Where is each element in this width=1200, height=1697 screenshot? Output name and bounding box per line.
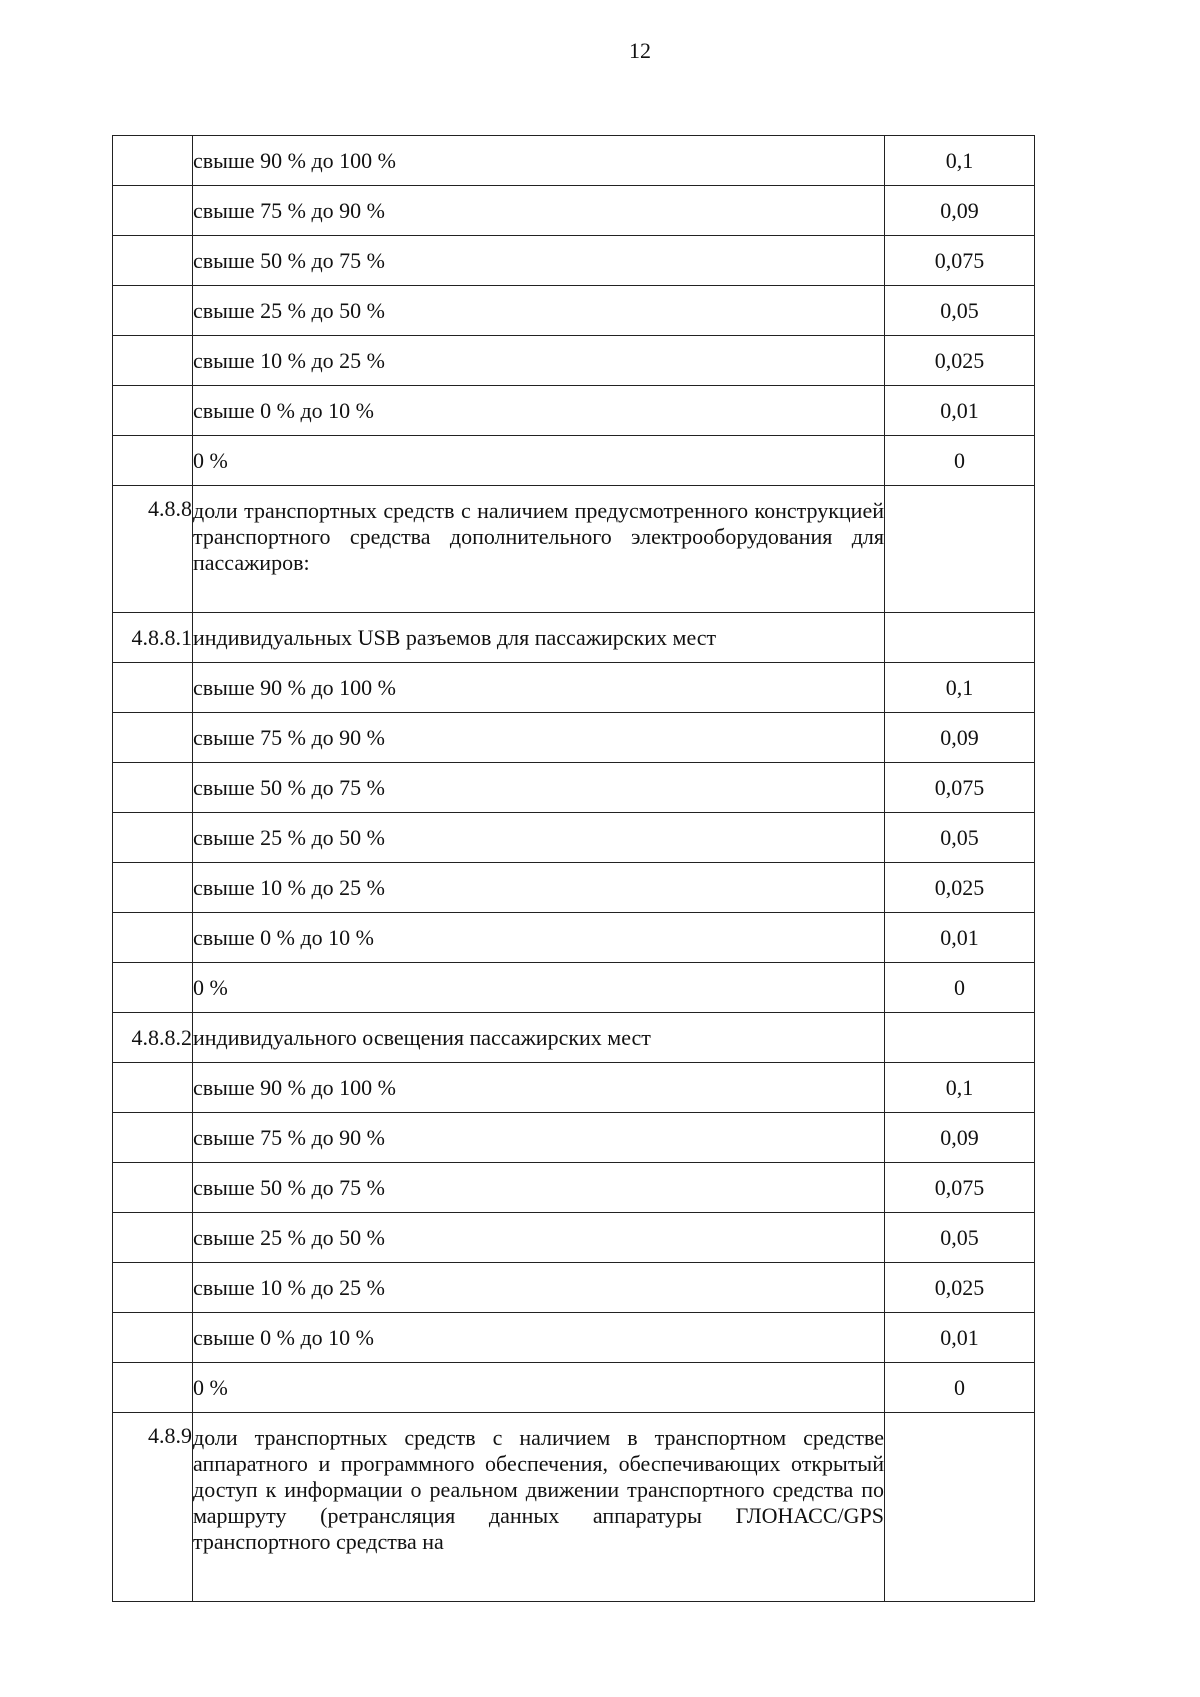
item-description: свыше 50 % до 75 % <box>193 763 885 813</box>
item-coefficient: 0,01 <box>885 386 1035 436</box>
table-row <box>113 186 1035 236</box>
item-number <box>113 436 193 486</box>
table-row <box>113 386 1035 436</box>
table-row <box>113 1363 1035 1413</box>
subsection-coefficient <box>885 613 1035 663</box>
item-number <box>113 1113 193 1163</box>
table-row <box>113 713 1035 763</box>
item-description: свыше 75 % до 90 % <box>193 1113 885 1163</box>
item-number <box>113 1163 193 1213</box>
item-coefficient: 0,05 <box>885 286 1035 336</box>
section-description: доли транспортных средств с наличием в транспортном средстве аппаратного и программного обеспечения, обеспечивающих открытый доступ к информации о реальном движении транспортного средства по маршруту (ретрансляция данных аппаратуры ГЛОНАСС/GPS транспортного средства на <box>193 1413 885 1602</box>
item-number <box>113 713 193 763</box>
item-number <box>113 1313 193 1363</box>
item-description: 0 % <box>193 1363 885 1413</box>
item-coefficient: 0,1 <box>885 1063 1035 1113</box>
table-row <box>113 663 1035 713</box>
item-description: свыше 10 % до 25 % <box>193 1263 885 1313</box>
item-coefficient: 0,09 <box>885 186 1035 236</box>
table-row <box>113 913 1035 963</box>
subsection-number: 4.8.8.1 <box>113 613 193 663</box>
item-coefficient: 0,025 <box>885 1263 1035 1313</box>
item-description: свыше 50 % до 75 % <box>193 1163 885 1213</box>
table-row <box>113 1263 1035 1313</box>
section-description: доли транспортных средств с наличием предусмотренного конструкцией транспортного средства дополнительного электрооборудования для пассажиров: <box>193 486 885 613</box>
item-coefficient: 0,1 <box>885 136 1035 186</box>
item-number <box>113 1363 193 1413</box>
item-number <box>113 236 193 286</box>
item-coefficient: 0,025 <box>885 336 1035 386</box>
table-row <box>113 863 1035 913</box>
item-description: свыше 0 % до 10 % <box>193 913 885 963</box>
item-number <box>113 136 193 186</box>
item-coefficient: 0,01 <box>885 1313 1035 1363</box>
table-row <box>113 1163 1035 1213</box>
item-number <box>113 963 193 1013</box>
item-coefficient: 0,075 <box>885 763 1035 813</box>
item-number <box>113 813 193 863</box>
section-row <box>113 486 1035 613</box>
item-description: свыше 90 % до 100 % <box>193 1063 885 1113</box>
item-number <box>113 913 193 963</box>
table-row <box>113 1213 1035 1263</box>
item-coefficient: 0,025 <box>885 863 1035 913</box>
table-row <box>113 336 1035 386</box>
item-description: свыше 10 % до 25 % <box>193 863 885 913</box>
item-description: свыше 25 % до 50 % <box>193 286 885 336</box>
table-row <box>113 963 1035 1013</box>
table-row <box>113 436 1035 486</box>
item-description: свыше 25 % до 50 % <box>193 813 885 863</box>
item-description: свыше 0 % до 10 % <box>193 1313 885 1363</box>
item-description: 0 % <box>193 963 885 1013</box>
item-number <box>113 286 193 336</box>
item-number <box>113 663 193 713</box>
section-coefficient <box>885 1413 1035 1602</box>
section-coefficient <box>885 486 1035 613</box>
item-coefficient: 0,01 <box>885 913 1035 963</box>
subsection-coefficient <box>885 1013 1035 1063</box>
item-description: свыше 25 % до 50 % <box>193 1213 885 1263</box>
item-coefficient: 0,09 <box>885 1113 1035 1163</box>
item-description: свыше 75 % до 90 % <box>193 186 885 236</box>
item-coefficient: 0,09 <box>885 713 1035 763</box>
item-coefficient: 0,075 <box>885 1163 1035 1213</box>
item-description: свыше 50 % до 75 % <box>193 236 885 286</box>
table-row <box>113 1313 1035 1363</box>
table-row <box>113 236 1035 286</box>
subsection-number: 4.8.8.2 <box>113 1013 193 1063</box>
item-coefficient: 0,05 <box>885 813 1035 863</box>
item-number <box>113 386 193 436</box>
table-row <box>113 1113 1035 1163</box>
item-coefficient: 0,05 <box>885 1213 1035 1263</box>
section-number: 4.8.8 <box>113 486 193 613</box>
item-description: свыше 90 % до 100 % <box>193 136 885 186</box>
item-coefficient: 0 <box>885 1363 1035 1413</box>
subsection-description: индивидуального освещения пассажирских мест <box>193 1013 885 1063</box>
item-coefficient: 0,1 <box>885 663 1035 713</box>
item-coefficient: 0 <box>885 963 1035 1013</box>
criteria-table <box>112 135 1035 1602</box>
item-number <box>113 1063 193 1113</box>
page-number: 12 <box>629 38 651 63</box>
subsection-row <box>113 613 1035 663</box>
item-number <box>113 336 193 386</box>
table-row <box>113 1063 1035 1113</box>
item-number <box>113 186 193 236</box>
item-description: свыше 0 % до 10 % <box>193 386 885 436</box>
item-description: свыше 10 % до 25 % <box>193 336 885 386</box>
section-row <box>113 1413 1035 1602</box>
subsection-description: индивидуальных USB разъемов для пассажирских мест <box>193 613 885 663</box>
item-description: свыше 90 % до 100 % <box>193 663 885 713</box>
table-row <box>113 763 1035 813</box>
item-number <box>113 1213 193 1263</box>
section-number: 4.8.9 <box>113 1413 193 1602</box>
item-description: 0 % <box>193 436 885 486</box>
item-description: свыше 75 % до 90 % <box>193 713 885 763</box>
item-coefficient: 0 <box>885 436 1035 486</box>
item-coefficient: 0,075 <box>885 236 1035 286</box>
table-row <box>113 286 1035 336</box>
item-number <box>113 863 193 913</box>
table-row <box>113 813 1035 863</box>
item-number <box>113 1263 193 1313</box>
subsection-row <box>113 1013 1035 1063</box>
item-number <box>113 763 193 813</box>
table-row <box>113 136 1035 186</box>
